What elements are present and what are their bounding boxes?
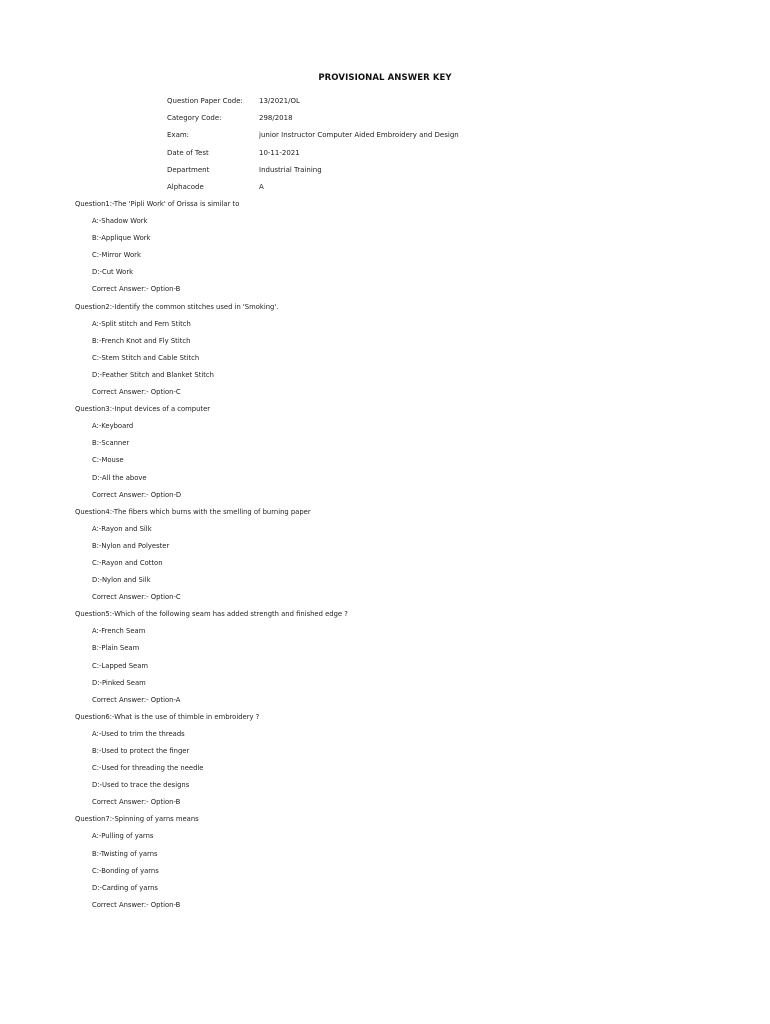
question-block (75, 609, 348, 712)
option-b: B:-Applique Work (92, 234, 151, 243)
correct-answer: Correct Answer:- Option-C (92, 388, 181, 397)
option-c: C:-Lapped Seam (92, 661, 149, 670)
option-a: A:-French Seam (92, 627, 146, 636)
option-d: D:-Cut Work (92, 268, 134, 277)
correct-answer: Correct Answer:- Option-C (92, 593, 181, 602)
option-d: D:-Used to trace the designs (92, 781, 190, 790)
question-block (75, 814, 348, 917)
option-c: C:-Mirror Work (92, 251, 141, 260)
option-d: D:-Nylon and Silk (92, 576, 151, 585)
meta-row (167, 113, 459, 130)
question-list (75, 199, 348, 917)
option-a: A:-Keyboard (92, 422, 134, 431)
meta-row (167, 182, 459, 199)
question-text: Question3:-Input devices of a computer (75, 405, 211, 414)
meta-value: A (259, 182, 264, 191)
option-d: D:-Pinked Seam (92, 678, 146, 687)
exam-details (167, 96, 459, 199)
option-c: C:-Bonding of yarns (92, 866, 159, 875)
option-d: D:-Carding of yarns (92, 883, 158, 892)
option-a: A:-Pulling of yarns (92, 832, 154, 841)
meta-value: Industrial Training (259, 165, 322, 174)
correct-answer: Correct Answer:- Option-B (92, 900, 181, 909)
meta-row (167, 148, 459, 165)
option-b: B:-Used to protect the finger (92, 747, 190, 755)
question-block (75, 507, 348, 610)
meta-row (167, 96, 459, 113)
page-title: PROVISIONAL ANSWER KEY (318, 73, 452, 83)
option-a: A:-Rayon and Silk (92, 524, 152, 533)
meta-label: Department (167, 165, 210, 174)
meta-label: Exam: (167, 131, 190, 140)
option-a: A:-Used to trim the threads (92, 729, 185, 738)
option-b: B:-Scanner (92, 439, 130, 448)
option-d: D:-Feather Stitch and Blanket Stitch (92, 370, 214, 379)
meta-row (167, 130, 459, 147)
meta-label: Category Code: (167, 114, 222, 123)
correct-answer: Correct Answer:- Option-B (92, 285, 181, 294)
option-c: C:-Rayon and Cotton (92, 558, 163, 567)
question-text: Question6:-What is the use of thimble in embroidery ? (75, 712, 260, 721)
question-text: Question5:-Which of the following seam has added strength and finished edge ? (75, 610, 348, 619)
option-c: C:-Stem Stitch and Cable Stitch (92, 353, 200, 362)
meta-label: Alphacode (167, 182, 204, 191)
meta-value: 298/2018 (259, 114, 293, 123)
meta-label: Question Paper Code: (167, 97, 243, 105)
question-text: Question4:-The fibers which burns with the smelling of burning paper (75, 507, 311, 516)
option-a: A:-Shadow Work (92, 217, 148, 226)
meta-value: junior Instructor Computer Aided Embroidery and Design (259, 131, 459, 140)
meta-value: 13/2021/OL (259, 97, 300, 105)
option-b: B:-Twisting of yarns (92, 849, 158, 858)
meta-row (167, 165, 459, 182)
question-text: Question1:-The 'Pipli Work' of Orissa is similar to (75, 200, 240, 208)
option-a: A:-Split stitch and Fern Stitch (92, 319, 191, 328)
question-block (75, 712, 348, 815)
option-b: B:-French Knot and Fly Stitch (92, 336, 191, 345)
option-b: B:-Nylon and Polyester (92, 541, 170, 550)
option-c: C:-Mouse (92, 456, 124, 465)
meta-label: Date of Test (167, 148, 209, 157)
question-text: Question2:-Identify the common stitches used in 'Smoking'. (75, 302, 279, 311)
correct-answer: Correct Answer:- Option-B (92, 798, 181, 807)
question-block (75, 404, 348, 507)
meta-value: 10-11-2021 (259, 148, 300, 157)
correct-answer: Correct Answer:- Option-A (92, 695, 181, 704)
question-block (75, 302, 348, 405)
question-text: Question7:-Spinning of yarns means (75, 815, 199, 824)
question-block (75, 199, 348, 302)
option-c: C:-Used for threading the needle (92, 764, 204, 773)
option-b: B:-Plain Seam (92, 644, 140, 653)
correct-answer: Correct Answer:- Option-D (92, 490, 182, 499)
option-d: D:-All the above (92, 473, 147, 482)
